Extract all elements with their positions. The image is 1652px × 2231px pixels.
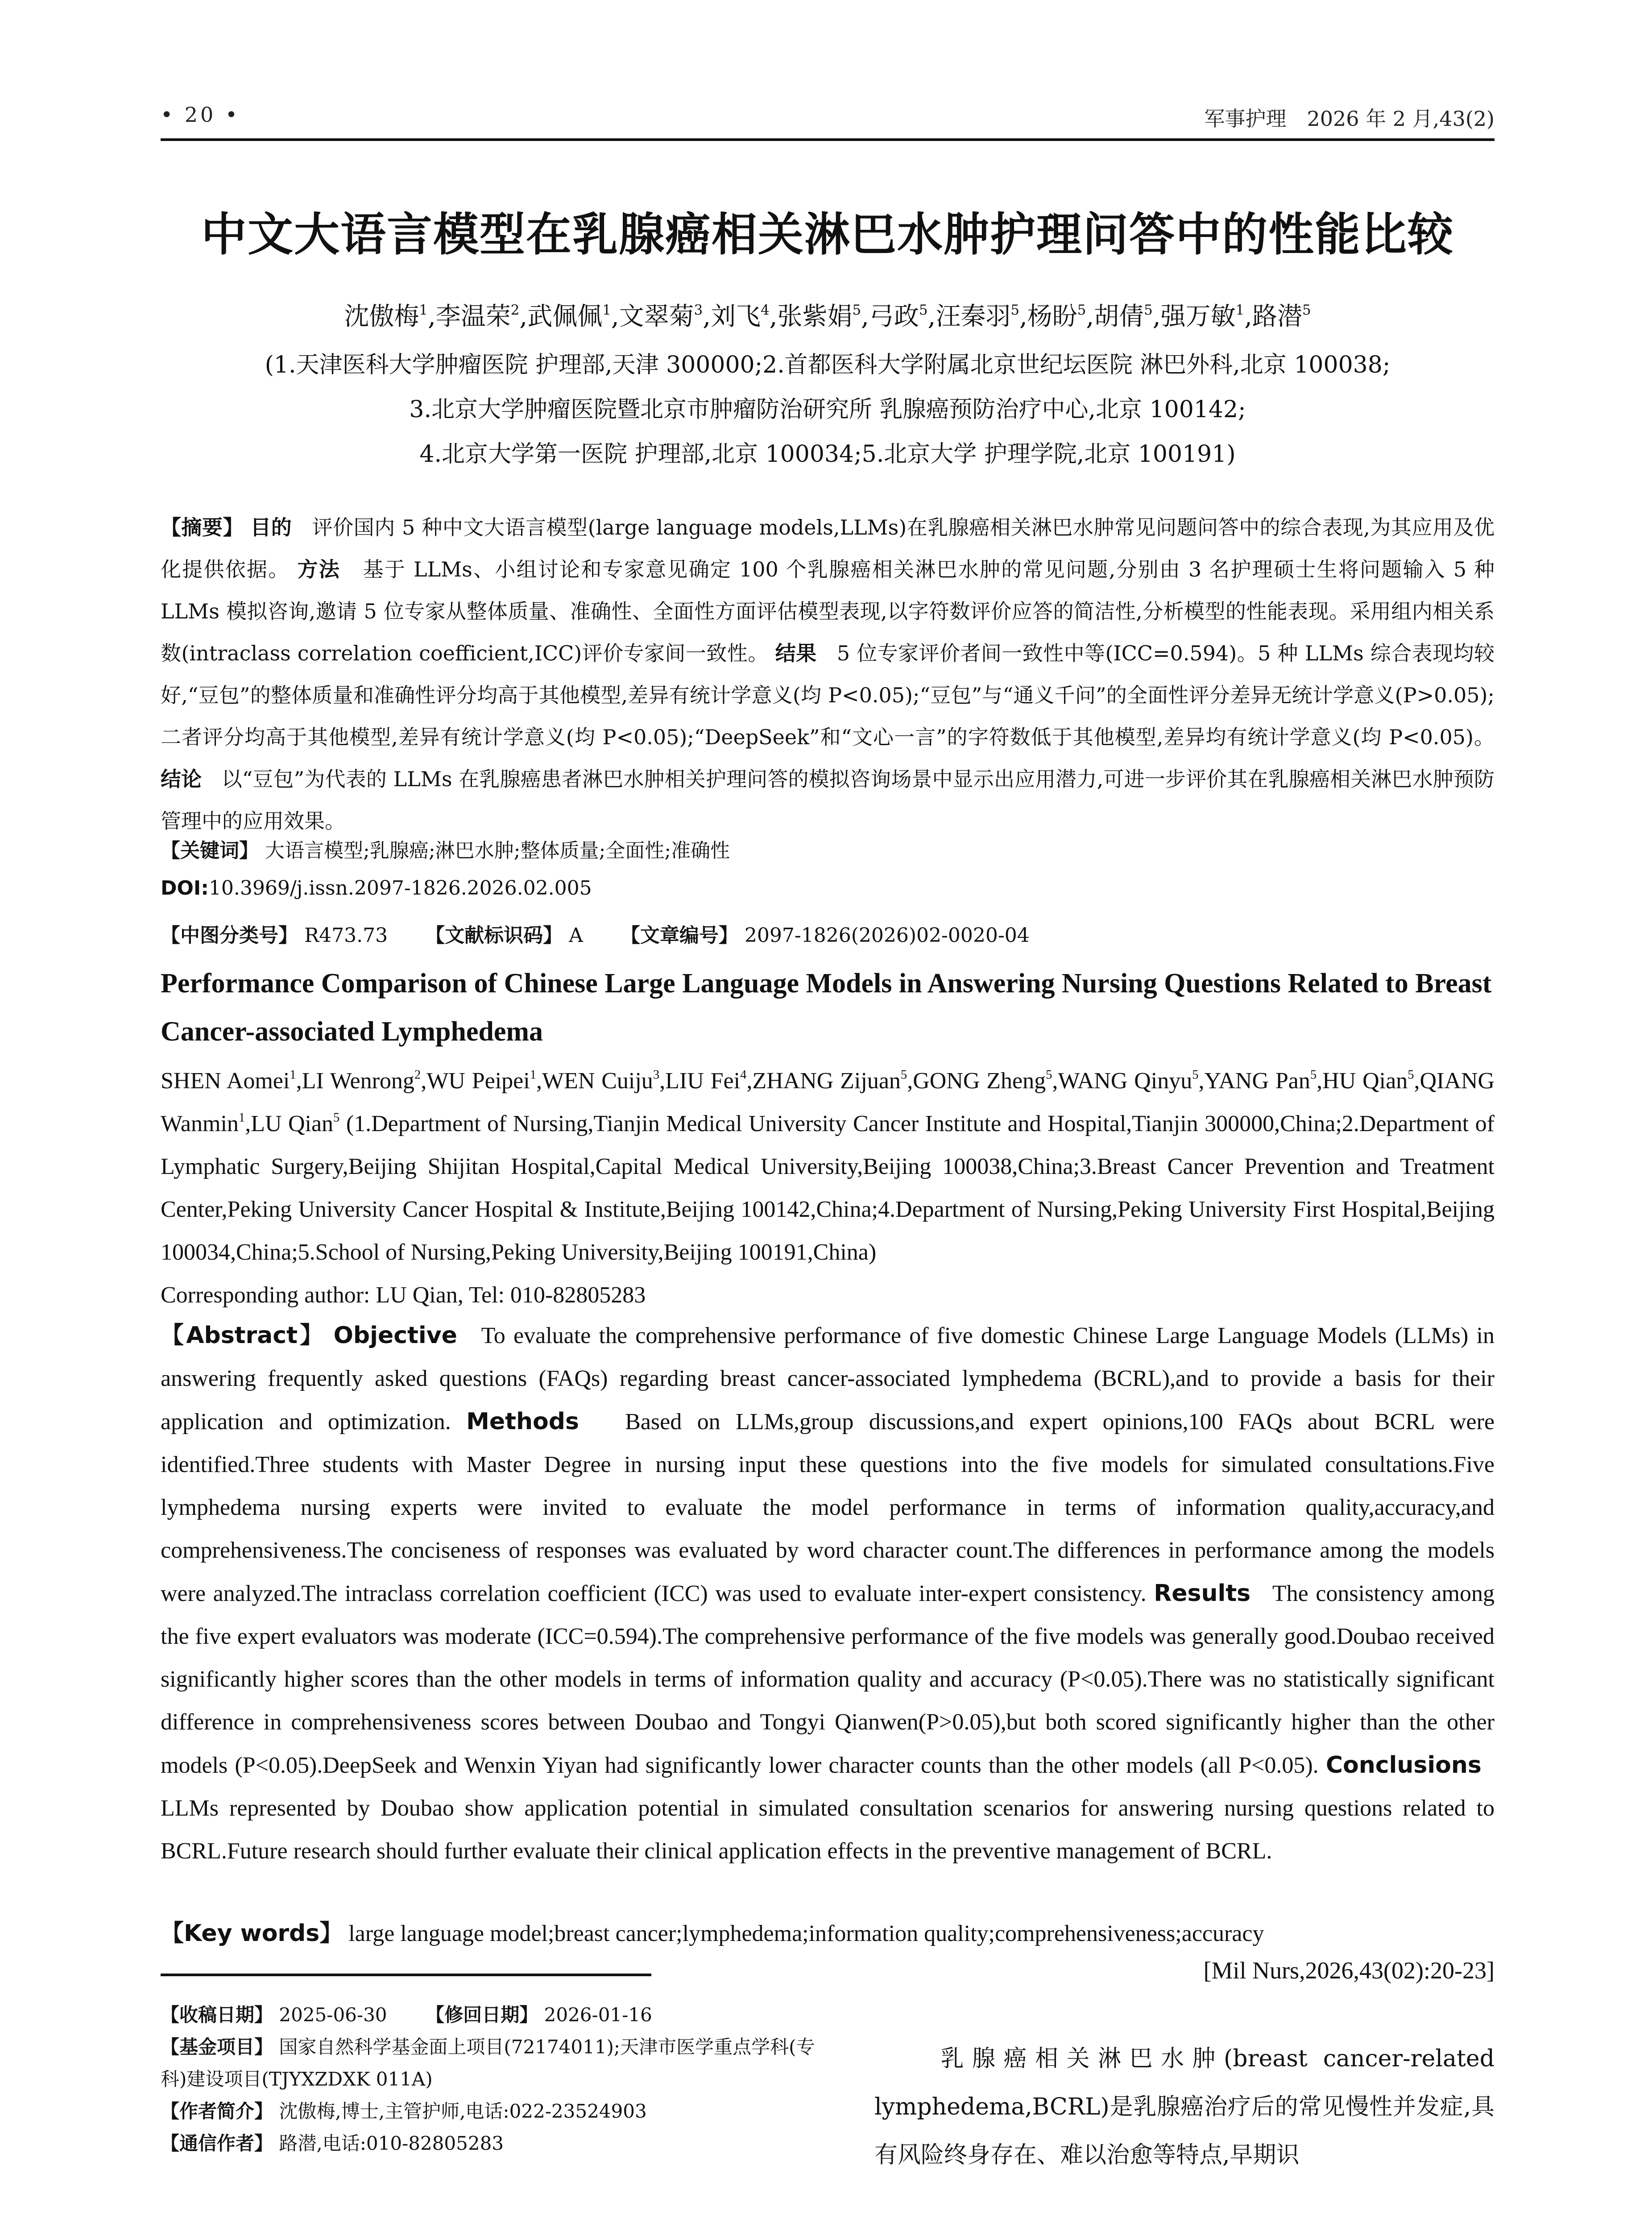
methods-en-text: Based on LLMs,group discussions,and expert opinions,100 FAQs about BCRL were identified.Three students with Master Degree in nursing input these questions into the five models for simulated consultations.Five lymphedema nursing experts were invited to evaluate the model performance in terms of information quality,accuracy,and comprehensiveness.The conciseness of responses was evaluated by word character count.The differences in performance among the models were analyzed.The intraclass correlation coefficient (ICC) was used to evaluate inter-expert consistency.: [161, 1409, 1495, 1606]
article-no-label: 【文章编号】: [620, 924, 738, 947]
author-name: 汪秦羽: [936, 302, 1011, 331]
author-name: 文翠菊: [619, 302, 694, 331]
affiliation-marker: 5: [1408, 1068, 1414, 1082]
affiliation-marker: 3: [694, 302, 703, 318]
affiliation-marker: 1: [1235, 302, 1245, 318]
doi-link[interactable]: 10.3969/j.issn.2097-1826.2026.02.005: [208, 877, 592, 900]
objective-en-text: To evaluate the comprehensive performance of five domestic Chinese Large Language Models (LLMs) in answering frequently asked questions (FAQs) regarding breast cancer-associated lymphedema (BCRL),and to provide a basis for their application and optimization.: [161, 1323, 1495, 1435]
methods-en-label: Methods: [466, 1408, 579, 1435]
running-head: [161, 103, 1495, 134]
article-title-cn: 中文大语言模型在乳腺癌相关淋巴水肿护理问答中的性能比较: [201, 208, 1454, 261]
results-label: 结果: [775, 641, 817, 665]
abstract-en: [161, 1314, 1495, 1873]
article-title-en: Performance Comparison of Chinese Large Language Models in Answering Nursing Questions Related to Breast Cancer-associated Lymphedema: [161, 968, 1492, 1047]
affiliation-marker: 3: [653, 1068, 660, 1082]
author-name: LI Wenrong: [302, 1068, 414, 1094]
received-label: 【收稿日期】: [161, 2004, 273, 2026]
author-name: 路潜: [1252, 302, 1303, 331]
affiliation-marker: 1: [419, 302, 428, 318]
received-date: 2025-06-30: [279, 2004, 387, 2026]
author-intro-label: 【作者简介】: [161, 2100, 273, 2122]
author-name: 李温荣: [435, 302, 511, 331]
author-name: 胡倩: [1094, 302, 1144, 331]
affiliation-marker: 5: [1046, 1068, 1052, 1082]
affiliation-marker: 4: [761, 302, 770, 318]
affiliation-marker: 5: [919, 302, 928, 318]
doi-line: [161, 877, 592, 900]
author-name: QIANG Wanmin: [161, 1068, 1495, 1136]
results-en-text: The consistency among the five expert evaluators was moderate (ICC=0.594).The comprehensive performance of the five models was generally good.Doubao received significantly higher scores than the other models in terms of information quality and accuracy (P<0.05).There was no statistically significant difference in comprehensiveness scores between Doubao and Tongyi Qianwen(P>0.05),but both scored significantly higher than the other models (P<0.05).DeepSeek and Wenxin Yiyan had significantly lower character counts than the other models (all P<0.05).: [161, 1581, 1495, 1778]
affiliation-cn-1: (1.天津医科大学肿瘤医院 护理部,天津 300000;2.首都医科大学附属北京世纪坛医院 淋巴外科,北京 100038;: [265, 352, 1391, 378]
body-paragraph: 乳腺癌相关淋巴水肿(breast cancer-related lymphedema,BCRL)是乳腺癌治疗后的常见慢性并发症,具有风险终身存在、难以治愈等特点,早期识: [874, 2045, 1495, 2169]
author-name: HU Qian: [1322, 1068, 1408, 1094]
keywords-en-label: 【Key words】: [161, 1920, 343, 1947]
affiliation-marker: 2: [510, 302, 520, 318]
classification-line: [161, 919, 1030, 948]
journal-issue: 军事护理 2026 年 2 月,43(2): [1204, 107, 1495, 131]
affiliation-marker: 5: [1077, 302, 1086, 318]
header-divider: [161, 138, 1495, 141]
revised-date: 2026-01-16: [544, 2004, 652, 2026]
affiliation-marker: 1: [238, 1111, 245, 1125]
affiliation-marker: 5: [852, 302, 861, 318]
affiliation-marker: 1: [530, 1068, 536, 1082]
conclusion-label: 结论: [161, 767, 202, 791]
author-name: 张紫娟: [777, 302, 853, 331]
results-en-label: Results: [1154, 1580, 1251, 1607]
article-no-value: 2097-1826(2026)02-0020-04: [744, 924, 1030, 947]
corresponding-row: [161, 2127, 821, 2160]
author-name: LIU Fei: [665, 1068, 741, 1094]
corresponding-label: 【通信作者】: [161, 2132, 273, 2154]
author-name: GONG Zheng: [913, 1068, 1046, 1094]
keywords-value: 大语言模型;乳腺癌;淋巴水肿;整体质量;全面性;准确性: [265, 839, 730, 862]
footnotes: [161, 1999, 821, 2160]
keywords-label: 【关键词】: [161, 839, 259, 862]
conclusion-text: 以“豆包”为代表的 LLMs 在乳腺癌患者淋巴水肿相关护理问答的模拟咨询场景中显示出应用潜力,可进一步评价其在乳腺癌相关淋巴水肿预防管理中的应用效果。: [161, 767, 1495, 833]
author-affiliation-en: [161, 1060, 1495, 1317]
objective-en-label: Objective: [333, 1322, 457, 1349]
conclusion-en-label: Conclusions: [1325, 1752, 1482, 1779]
affiliation-marker: 1: [602, 302, 611, 318]
affiliation-marker: 5: [1144, 302, 1153, 318]
author-name: WANG Qinyu: [1058, 1068, 1192, 1094]
affiliation-marker: 5: [1302, 302, 1311, 318]
fund-value: 国家自然科学基金面上项目(72174011);天津市医学重点学科(专科)建设项目(TJYXZDXK 011A): [161, 2036, 815, 2090]
doc-code-value: A: [569, 924, 583, 947]
author-name: 杨盼: [1027, 302, 1077, 331]
author-name: LU Qian: [251, 1111, 334, 1136]
corresponding-author-en: Corresponding author: LU Qian, Tel: 010-82805283: [161, 1282, 646, 1308]
revised-label: 【修回日期】: [426, 2004, 538, 2026]
methods-label: 方法: [297, 557, 340, 581]
keywords-cn: [161, 834, 730, 863]
affiliation-cn-3: 4.北京大学第一医院 护理部,北京 100034;5.北京大学 护理学院,北京 100191): [419, 441, 1236, 468]
objective-label: 目的: [250, 515, 292, 539]
affiliation-marker: 5: [1310, 1068, 1317, 1082]
objective-text: 评价国内 5 种中文大语言模型(large language models,LLMs)在乳腺癌相关淋巴水肿常见问题问答中的综合表现,为其应用及优化提供依据。: [161, 515, 1495, 581]
author-intro-value: 沈傲梅,博士,主管护师,电话:022-23524903: [279, 2100, 647, 2122]
page-number: • 20 •: [161, 103, 240, 127]
doi-label: DOI:: [161, 877, 209, 900]
affiliations-en: (1.Department of Nursing,Tianjin Medical University Cancer Institute and Hospital,Tianjin 300000,China;2.Department of Lymphatic Surgery,Beijing Shijitan Hospital,Capital Medical University,Beijing 100038,China;3.Breast Cancer Prevention and Treatment Center,Peking University Cancer Hospital & Institute,Beijing 100142,China;4.Department of Nursing,Peking University First Hospital,Beijing 100034,China;5.School of Nursing,Peking University,Beijing 100191,China): [161, 1111, 1495, 1265]
abstract-en-label: 【Abstract】: [161, 1322, 326, 1349]
affiliation-marker: 4: [740, 1068, 747, 1082]
body-text-column: [874, 2035, 1495, 2179]
methods-text: 基于 LLMs、小组讨论和专家意见确定 100 个乳腺癌相关淋巴水肿的常见问题,分别由 3 名护理硕士生将问题输入 5 种 LLMs 模拟咨询,邀请 5 位专家从整体质量、准确性、全面性方面评估模型表现,以字符数评价应答的简洁性,分析模型的性能表现。采用组内相关系数(intraclass correlation coefficient,ICC)评价专家间一致性。: [161, 557, 1495, 665]
affiliation-marker: 1: [290, 1068, 296, 1082]
affiliation-cn-2: 3.北京大学肿瘤医院暨北京市肿瘤防治研究所 乳腺癌预防治疗中心,北京 100142;: [409, 396, 1246, 423]
author-name: SHEN Aomei: [161, 1068, 290, 1094]
abstract-label: 【摘要】: [161, 515, 244, 539]
clc-value: R473.73: [304, 924, 388, 947]
author-name: ZHANG Zijuan: [752, 1068, 901, 1094]
author-name: WU Peipei: [426, 1068, 530, 1094]
author-name: YANG Pan: [1204, 1068, 1310, 1094]
author-name: 弓政: [869, 302, 919, 331]
author-name: WEN Cuiju: [542, 1068, 653, 1094]
conclusion-en-text: LLMs represented by Doubao show application potential in simulated consultation scenarios for answering nursing questions related to BCRL.Future research should further evaluate their clinical application effects in the preventive management of BCRL.: [161, 1796, 1495, 1864]
author-name: 刘飞: [711, 302, 761, 331]
fund-label: 【基金项目】: [161, 2036, 273, 2058]
keywords-en-value: large language model;breast cancer;lymphedema;information quality;comprehensiveness;accuracy: [348, 1921, 1264, 1946]
affiliation-marker: 5: [1010, 302, 1019, 318]
fund-row: [161, 2031, 821, 2095]
clc-label: 【中图分类号】: [161, 924, 298, 947]
author-name: 沈傲梅: [344, 302, 419, 331]
doc-code-label: 【文献标识码】: [425, 924, 563, 947]
affiliation-marker: 5: [1192, 1068, 1199, 1082]
author-name: 武佩佩: [527, 302, 603, 331]
keywords-en: [161, 1912, 1495, 1955]
dates-row: [161, 1999, 821, 2031]
affiliation-marker: 5: [333, 1111, 340, 1125]
abstract-cn: [161, 506, 1495, 842]
affiliation-marker: 5: [900, 1068, 907, 1082]
citation: [Mil Nurs,2026,43(02):20-23]: [1203, 1957, 1495, 1984]
author-list-cn: 沈傲梅$^1$,李温荣$^2$,武佩佩$^1$,文翠菊$^3$,刘飞$^4$,张紫娟$^5$,弓政$^5$,汪秦羽$^5$,杨盼$^5$,胡倩$^5$,强万敏$^1$,路潜$^5$: [344, 302, 1311, 331]
author-intro-row: [161, 2095, 821, 2127]
corresponding-value: 路潜,电话:010-82805283: [279, 2132, 504, 2154]
affiliation-marker: 2: [414, 1068, 421, 1082]
results-text: 5 位专家评价者间一致性中等(ICC=0.594)。5 种 LLMs 综合表现均较好,“豆包”的整体质量和准确性评分均高于其他模型,差异有统计学意义(均 P<0.05);“豆包”与“通义千问”的全面性评分差异无统计学意义(P>0.05);二者评分均高于其他模型,差异有统计学意义(均 P<0.05);“DeepSeek”和“文心一言”的字符数低于其他模型,差异均有统计学意义(均 P<0.05)。: [161, 641, 1495, 749]
footnote-divider: [161, 1974, 651, 1976]
author-list-en: SHEN Aomei$^1$,LI Wenrong$^2$,WU Peipei$^1$,WEN Cuiju$^3$,LIU Fei$^4$,ZHANG Zijuan$^5$,GONG Zheng$^5$,WANG Qinyu$^5$,YANG Pan$^5$,HU Qian$^5$,QIANG Wanmin$^1$,LU Qian$^5$: [161, 1068, 1495, 1136]
author-name: 强万敏: [1160, 302, 1236, 331]
